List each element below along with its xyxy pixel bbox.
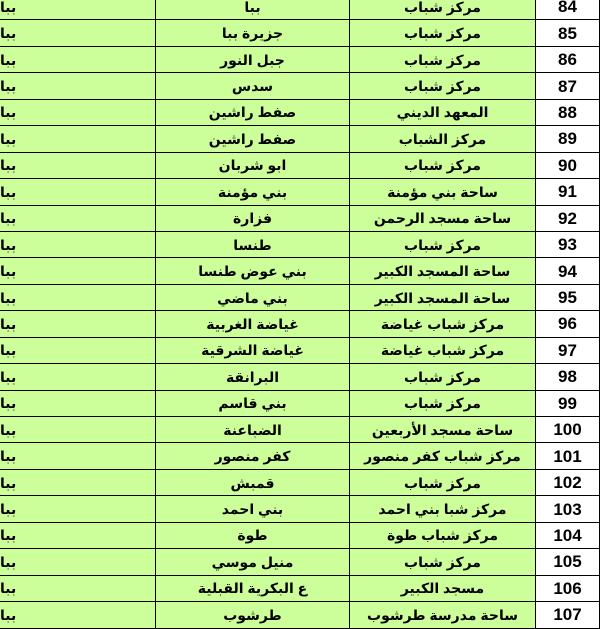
district-center-cell[interactable]: ببا (0, 99, 156, 125)
table-row (0, 205, 600, 231)
polling-place-cell[interactable]: مركز شباب كفر منصور (350, 443, 536, 469)
village-cell[interactable]: بني احمد (156, 496, 350, 522)
row-number-cell[interactable]: 89 (536, 126, 600, 152)
table-row (0, 549, 600, 575)
village-cell[interactable]: منيل موسي (156, 549, 350, 575)
row-number-cell[interactable]: 106 (536, 575, 600, 601)
table-row (0, 0, 600, 20)
polling-place-cell[interactable]: مركز شباب (350, 46, 536, 72)
table-row (0, 126, 600, 152)
polling-place-cell[interactable]: مركز شباب طوة (350, 522, 536, 548)
district-center-cell[interactable]: ببا (0, 152, 156, 178)
village-cell[interactable]: سدس (156, 73, 350, 99)
district-center-cell[interactable]: ببا (0, 417, 156, 443)
polling-place-cell[interactable]: مركز شباب (350, 364, 536, 390)
table-row (0, 179, 600, 205)
polling-place-cell[interactable]: مركز شباب (350, 549, 536, 575)
row-number-cell[interactable]: 102 (536, 469, 600, 495)
table-row (0, 443, 600, 469)
row-number-cell[interactable]: 84 (536, 0, 600, 20)
village-cell[interactable]: صفط راشين (156, 126, 350, 152)
polling-place-cell[interactable]: مركز شبا بني احمد (350, 496, 536, 522)
polling-place-cell[interactable]: مركز شباب (350, 390, 536, 416)
row-number-cell[interactable]: 104 (536, 522, 600, 548)
row-number-cell[interactable]: 107 (536, 602, 600, 628)
polling-place-cell[interactable]: ساحة بني مؤمنة (350, 179, 536, 205)
table-row (0, 258, 600, 284)
table-row (0, 284, 600, 310)
village-cell[interactable]: غياضة الشرقية (156, 337, 350, 363)
village-cell[interactable]: غياضة الغربية (156, 311, 350, 337)
village-cell[interactable]: ببا (156, 0, 350, 20)
polling-place-cell[interactable]: ساحة مسجد الأربعين (350, 417, 536, 443)
district-center-cell[interactable]: ببا (0, 549, 156, 575)
polling-place-cell[interactable]: ساحة المسجد الكبير (350, 284, 536, 310)
district-center-cell[interactable]: ببا (0, 126, 156, 152)
table-row (0, 99, 600, 125)
district-center-cell[interactable]: ببا (0, 602, 156, 628)
village-cell[interactable]: قمبش (156, 469, 350, 495)
table-row (0, 575, 600, 601)
row-number-cell[interactable]: 103 (536, 496, 600, 522)
district-center-cell[interactable]: ببا (0, 337, 156, 363)
district-center-cell[interactable]: ببا (0, 231, 156, 257)
district-center-cell[interactable]: ببا (0, 469, 156, 495)
district-center-cell[interactable]: ببا (0, 311, 156, 337)
district-center-cell[interactable]: ببا (0, 364, 156, 390)
row-number-cell[interactable]: 99 (536, 390, 600, 416)
row-number-cell[interactable]: 91 (536, 179, 600, 205)
district-center-cell[interactable]: ببا (0, 496, 156, 522)
polling-place-cell[interactable]: مركز شباب (350, 469, 536, 495)
district-center-cell[interactable]: ببا (0, 73, 156, 99)
polling-place-cell[interactable]: ساحة مدرسة طرشوب (350, 602, 536, 628)
row-number-cell[interactable]: 95 (536, 284, 600, 310)
village-cell[interactable]: طنسا (156, 231, 350, 257)
row-number-cell[interactable]: 85 (536, 20, 600, 46)
polling-place-cell[interactable]: مركز شباب (350, 0, 536, 20)
district-center-cell[interactable]: ببا (0, 20, 156, 46)
table-row (0, 390, 600, 416)
row-number-cell[interactable]: 92 (536, 205, 600, 231)
polling-place-cell[interactable]: مسجد الكبير (350, 575, 536, 601)
district-center-cell[interactable]: ببا (0, 205, 156, 231)
row-number-cell[interactable]: 98 (536, 364, 600, 390)
district-center-cell[interactable]: ببا (0, 284, 156, 310)
row-number-cell[interactable]: 87 (536, 73, 600, 99)
table-row (0, 152, 600, 178)
district-center-cell[interactable]: ببا (0, 443, 156, 469)
row-number-cell[interactable]: 101 (536, 443, 600, 469)
polling-place-cell[interactable]: مركز الشباب (350, 126, 536, 152)
village-cell[interactable]: جبل النور (156, 46, 350, 72)
village-cell[interactable]: بني عوض طنسا (156, 258, 350, 284)
village-cell[interactable]: الضباعنة (156, 417, 350, 443)
district-center-cell[interactable]: ببا (0, 0, 156, 20)
polling-place-cell[interactable]: مركز شباب (350, 152, 536, 178)
polling-place-cell[interactable]: مركز شباب (350, 73, 536, 99)
village-cell[interactable]: ع البكرية القبلية (156, 575, 350, 601)
district-center-cell[interactable]: ببا (0, 575, 156, 601)
district-center-cell[interactable]: ببا (0, 46, 156, 72)
table-row (0, 496, 600, 522)
table-row (0, 46, 600, 72)
district-center-cell[interactable]: ببا (0, 179, 156, 205)
table-row (0, 364, 600, 390)
row-number-cell[interactable]: 88 (536, 99, 600, 125)
table-row (0, 522, 600, 548)
village-cell[interactable]: بني قاسم (156, 390, 350, 416)
row-number-cell[interactable]: 100 (536, 417, 600, 443)
row-number-cell[interactable]: 90 (536, 152, 600, 178)
table-row (0, 311, 600, 337)
polling-place-cell[interactable]: مركز شباب غياضة (350, 311, 536, 337)
table-row (0, 231, 600, 257)
row-number-cell[interactable]: 93 (536, 231, 600, 257)
polling-place-cell[interactable]: المعهد الديني (350, 99, 536, 125)
polling-place-cell[interactable]: مركز شباب (350, 231, 536, 257)
village-cell[interactable]: جزيرة ببا (156, 20, 350, 46)
polling-place-cell[interactable]: ساحة مسجد الرحمن (350, 205, 536, 231)
table-row (0, 73, 600, 99)
table-row (0, 417, 600, 443)
table-row (0, 602, 600, 628)
table-row (0, 20, 600, 46)
polling-place-cell[interactable]: ساحة المسجد الكبير (350, 258, 536, 284)
district-center-cell[interactable]: ببا (0, 390, 156, 416)
table-row (0, 469, 600, 495)
village-cell[interactable]: البرانقة (156, 364, 350, 390)
row-number-cell[interactable]: 86 (536, 46, 600, 72)
row-number-cell[interactable]: 97 (536, 337, 600, 363)
district-center-cell[interactable]: ببا (0, 522, 156, 548)
row-number-cell[interactable]: 94 (536, 258, 600, 284)
district-center-cell[interactable]: ببا (0, 258, 156, 284)
polling-place-cell[interactable]: مركز شباب غياضة (350, 337, 536, 363)
village-cell[interactable]: بني ماضي (156, 284, 350, 310)
village-cell[interactable]: طوة (156, 522, 350, 548)
village-cell[interactable]: كفر منصور (156, 443, 350, 469)
village-cell[interactable]: صفط راشين (156, 99, 350, 125)
polling-place-cell[interactable]: مركز شباب (350, 20, 536, 46)
table-row (0, 337, 600, 363)
row-number-cell[interactable]: 96 (536, 311, 600, 337)
village-cell[interactable]: طرشوب (156, 602, 350, 628)
village-cell[interactable]: فزارة (156, 205, 350, 231)
row-number-cell[interactable]: 105 (536, 549, 600, 575)
village-cell[interactable]: ابو شربان (156, 152, 350, 178)
village-cell[interactable]: بني مؤمنة (156, 179, 350, 205)
